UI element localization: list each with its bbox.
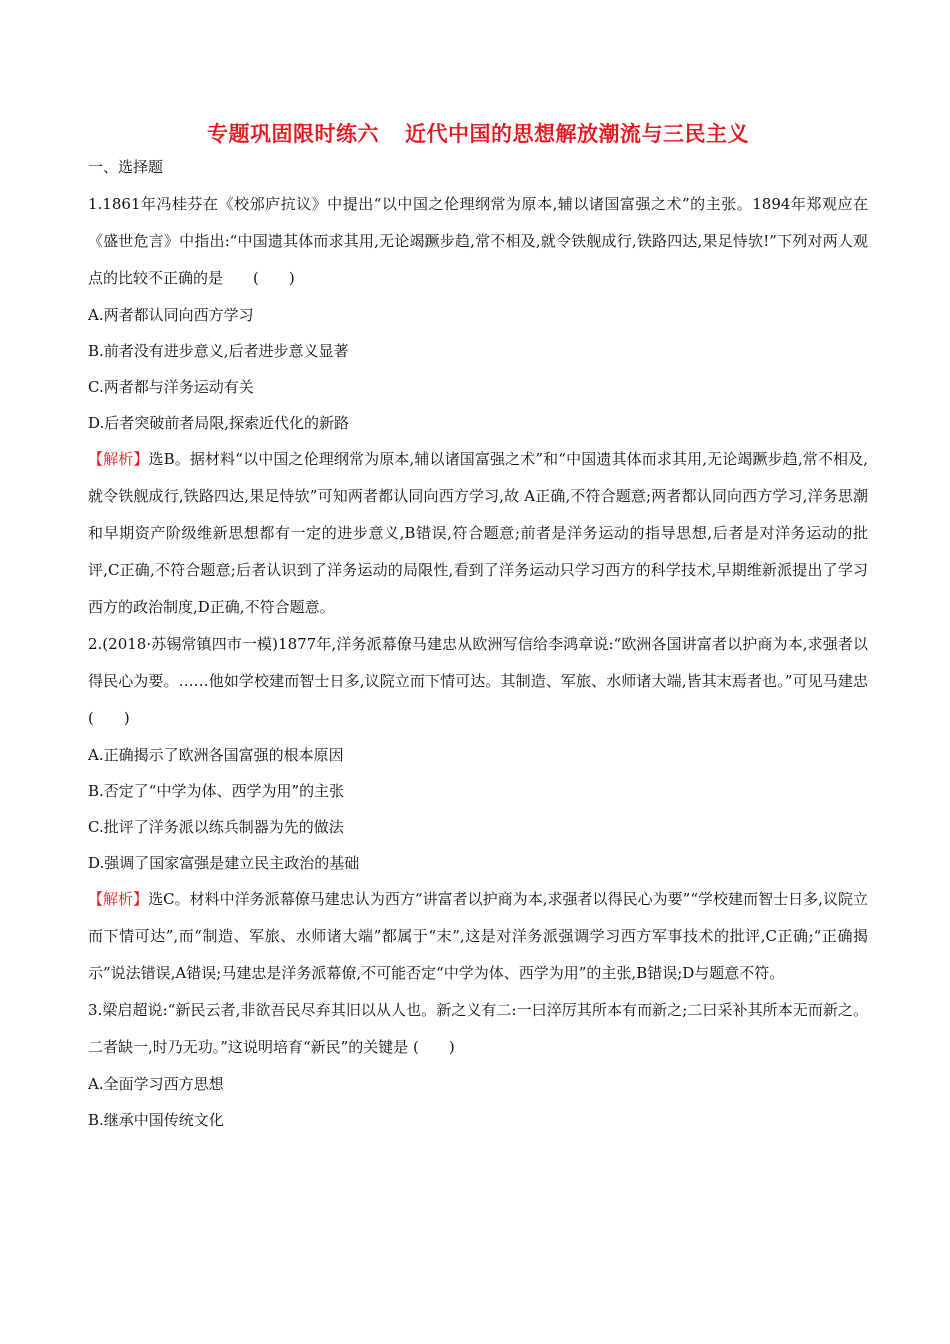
option-b: B.否定了“中学为体、西学为用”的主张 [88,782,345,800]
option-d: D.强调了国家富强是建立民主政治的基础 [88,854,360,872]
option-a: A.正确揭示了欧洲各国富强的根本原因 [88,746,344,764]
analysis [88,881,868,992]
analysis [88,441,868,626]
option-c: C.两者都与洋务运动有关 [88,378,254,396]
title-series: 专题巩固限时练六 [207,122,379,146]
analysis-tag: 【解析】 [88,450,149,468]
option-b: B.前者没有进步意义,后者进步意义显著 [88,342,349,360]
analysis-tag: 【解析】 [88,890,149,908]
option-a: A.全面学习西方思想 [88,1075,224,1093]
analysis-text: 选B。据材料“以中国之伦理纲常为原本,辅以诸国富强之术”和“中国遗其体而求其用,无论竭蹶步趋,常不相及,就令铁舰成行,铁路四达,果足恃欤”可知两者都认同向西方学习,故 A正确,不符合题意;两者都认同向西方学习,洋务思潮和早期资产阶级维新思想都有一定的进步意义,B错误,符合题意;前者是洋务运动的指导思想,后者是对洋务运动的批评,C正确,不符合题意;后者认识到了洋务运动的局限性,看到了洋务运动只学习西方的科学技术,早期维新派提出了学习西方的政治制度,D正确,不符合题意。 [88,450,868,616]
question-stem: 3.梁启超说:“新民云者,非欲吾民尽弃其旧以从人也。新之义有二:一曰淬厉其所本有而新之;二曰采补其所本无而新之。二者缺一,时乃无功。”这说明培育“新民”的关键是 ( ) [88,1001,868,1056]
title-topic: 近代中国的思想解放潮流与三民主义 [405,122,749,146]
question-1 [88,186,868,626]
option-a: A.两者都认同向西方学习 [88,306,254,324]
document-page [88,118,868,1138]
section-heading: 一、选择题 [88,158,164,176]
analysis-text: 选C。材料中洋务派幕僚马建忠认为西方“讲富者以护商为本,求强者以得民心为要”“学校建而智士日多,议院立而下情可达”,而“制造、军旅、水师诸大端”都属于“末”,这是对洋务派强调学习西方军事技术的批评,C正确;“正确揭示”说法错误,A错误;马建忠是洋务派幕僚,不可能否定“中学为体、西学为用”的主张,B错误;D与题意不符。 [88,890,868,982]
question-stem: 2.(2018·苏锡常镇四市一模)1877年,洋务派幕僚马建忠从欧洲写信给李鸿章说:“欧洲各国讲富者以护商为本,求强者以得民心为要。……他如学校建而智士日多,议院立而下情可达。其制造、军旅、水师诸大端,皆其末焉者也。”可见马建忠 ( ) [88,635,868,727]
page-title [88,118,868,148]
option-c: C.批评了洋务派以练兵制器为先的做法 [88,818,344,836]
question-2 [88,626,868,992]
option-d: D.后者突破前者局限,探索近代化的新路 [88,414,350,432]
question-3 [88,992,868,1138]
option-b: B.继承中国传统文化 [88,1111,224,1129]
question-stem: 1.1861年冯桂芬在《校邠庐抗议》中提出“以中国之伦理纲常为原本,辅以诸国富强之术”的主张。1894年郑观应在《盛世危言》中指出:“中国遗其体而求其用,无论竭蹶步趋,常不相及,就令铁舰成行,铁路四达,果足恃欤!”下列对两人观点的比较不正确的是 ( ) [88,195,868,287]
